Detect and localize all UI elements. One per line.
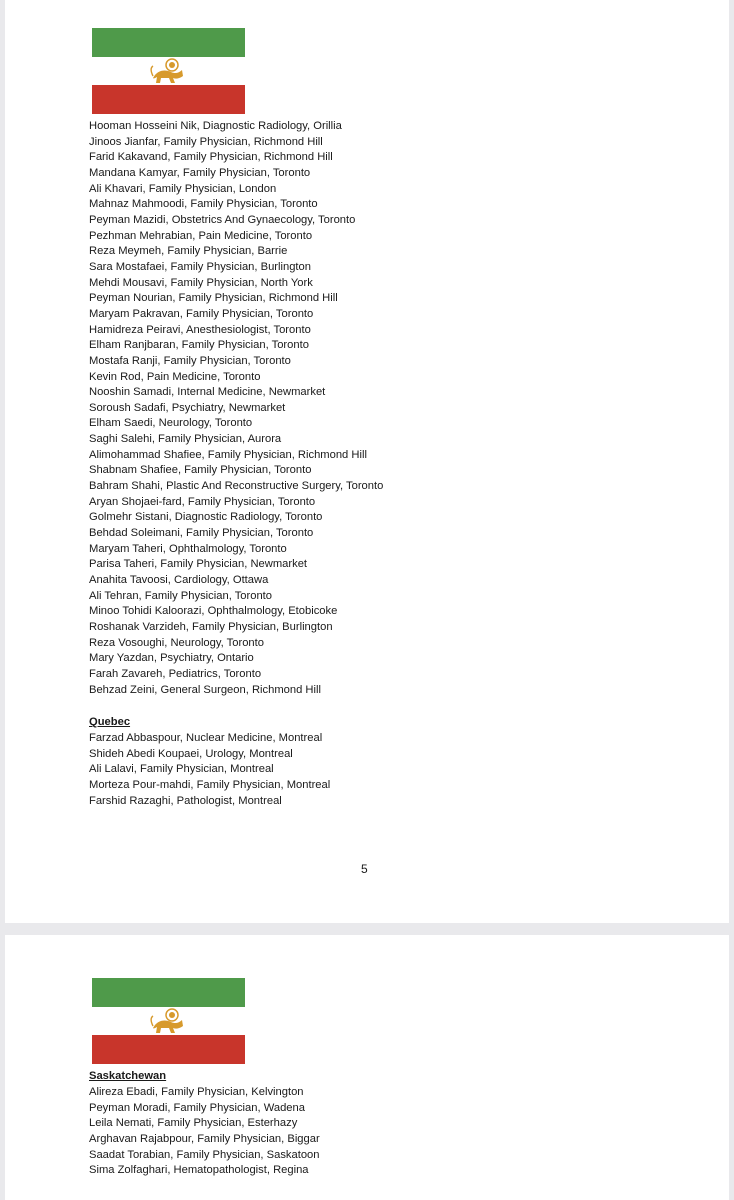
list-item: Farid Kakavand, Family Physician, Richmond Hill: [89, 151, 333, 164]
ontario-physician-list: [89, 119, 383, 698]
lion-and-sun-emblem-icon: [149, 1006, 187, 1036]
list-item: Anahita Tavoosi, Cardiology, Ottawa: [89, 574, 269, 587]
list-item: Elham Saedi, Neurology, Toronto: [89, 417, 253, 430]
list-item: Mary Yazdan, Psychiatry, Ontario: [89, 652, 254, 665]
list-item: Nooshin Samadi, Internal Medicine, Newmarket: [89, 386, 326, 399]
list-item: Aryan Shojaei-fard, Family Physician, Toronto: [89, 495, 316, 508]
page-number: 5: [361, 862, 368, 876]
list-item: Sima Zolfaghari, Hematopathologist, Regina: [89, 1164, 309, 1177]
flag-red-stripe: [92, 85, 245, 114]
list-item: Leila Nemati, Family Physician, Esterhazy: [89, 1117, 298, 1130]
lion-and-sun-emblem-icon: [149, 56, 187, 86]
list-item: Peyman Mazidi, Obstetrics And Gynaecology, Toronto: [89, 213, 356, 226]
document-page-6: [5, 935, 729, 1200]
list-item: Mostafa Ranji, Family Physician, Toronto: [89, 354, 291, 367]
list-item: Ali Lalavi, Family Physician, Montreal: [89, 763, 274, 776]
list-item: Alireza Ebadi, Family Physician, Kelvington: [89, 1086, 304, 1098]
list-item: Mehdi Mousavi, Family Physician, North York: [89, 276, 313, 289]
list-item: Behzad Zeini, General Surgeon, Richmond Hill: [89, 683, 321, 696]
list-item: Farzad Abbaspour, Nuclear Medicine, Montreal: [89, 732, 323, 744]
list-item: Peyman Moradi, Family Physician, Wadena: [89, 1101, 305, 1114]
list-item: Reza Vosoughi, Neurology, Toronto: [89, 636, 264, 649]
list-item: Pezhman Mehrabian, Pain Medicine, Toronto: [89, 229, 313, 242]
list-item: Maryam Pakravan, Family Physician, Toronto: [89, 307, 314, 320]
list-item: Saghi Salehi, Family Physician, Aurora: [89, 433, 282, 446]
flag-green-stripe: [92, 28, 245, 57]
list-item: Farshid Razaghi, Pathologist, Montreal: [89, 794, 282, 807]
iran-lion-and-sun-flag: [92, 28, 245, 114]
section-heading-quebec: Quebec: [89, 716, 131, 728]
list-item: Golmehr Sistani, Diagnostic Radiology, Toronto: [89, 511, 323, 524]
list-item: Morteza Pour-mahdi, Family Physician, Montreal: [89, 778, 331, 791]
list-item: Hamidreza Peiravi, Anesthesiologist, Toronto: [89, 323, 311, 336]
list-item: Reza Meymeh, Family Physician, Barrie: [89, 245, 288, 258]
list-item: Farah Zavareh, Pediatrics, Toronto: [89, 667, 262, 680]
list-item: Arghavan Rajabpour, Family Physician, Biggar: [89, 1132, 320, 1145]
list-item: Minoo Tohidi Kaloorazi, Ophthalmology, Etobicoke: [89, 605, 338, 618]
section-heading-saskatchewan: Saskatchewan: [89, 1070, 167, 1082]
list-item: Mandana Kamyar, Family Physician, Toronto: [89, 166, 311, 179]
list-item: Behdad Soleimani, Family Physician, Toronto: [89, 527, 314, 540]
list-item: Shideh Abedi Koupaei, Urology, Montreal: [89, 747, 293, 760]
list-item: Elham Ranjbaran, Family Physician, Toronto: [89, 339, 309, 352]
list-item: Mahnaz Mahmoodi, Family Physician, Toronto: [89, 198, 318, 211]
list-item: Kevin Rod, Pain Medicine, Toronto: [89, 370, 261, 383]
list-item: Maryam Taheri, Ophthalmology, Toronto: [89, 542, 287, 555]
list-item: Jinoos Jianfar, Family Physician, Richmond Hill: [89, 135, 323, 148]
list-item: Roshanak Varzideh, Family Physician, Burlington: [89, 621, 333, 633]
list-item: Saadat Torabian, Family Physician, Saskatoon: [89, 1148, 320, 1161]
list-item: Ali Tehran, Family Physician, Toronto: [89, 589, 273, 602]
list-item: Peyman Nourian, Family Physician, Richmond Hill: [89, 292, 338, 305]
list-item: Shabnam Shafiee, Family Physician, Toronto: [89, 464, 312, 477]
flag-red-stripe: [92, 1035, 245, 1064]
document-page-5: [5, 0, 729, 923]
list-item: Bahram Shahi, Plastic And Reconstructive Surgery, Toronto: [89, 480, 384, 493]
flag-green-stripe: [92, 978, 245, 1007]
list-item: Sara Mostafaei, Family Physician, Burlington: [89, 260, 311, 273]
list-item: Hooman Hosseini Nik, Diagnostic Radiology, Orillia: [89, 120, 342, 132]
saskatchewan-physician-list: [89, 1085, 320, 1179]
list-item: Soroush Sadafi, Psychiatry, Newmarket: [89, 401, 286, 414]
quebec-physician-list: [89, 731, 330, 809]
iran-lion-and-sun-flag: [92, 978, 245, 1064]
list-item: Parisa Taheri, Family Physician, Newmarket: [89, 558, 308, 571]
list-item: Ali Khavari, Family Physician, London: [89, 182, 277, 195]
list-item: Alimohammad Shafiee, Family Physician, Richmond Hill: [89, 448, 367, 461]
